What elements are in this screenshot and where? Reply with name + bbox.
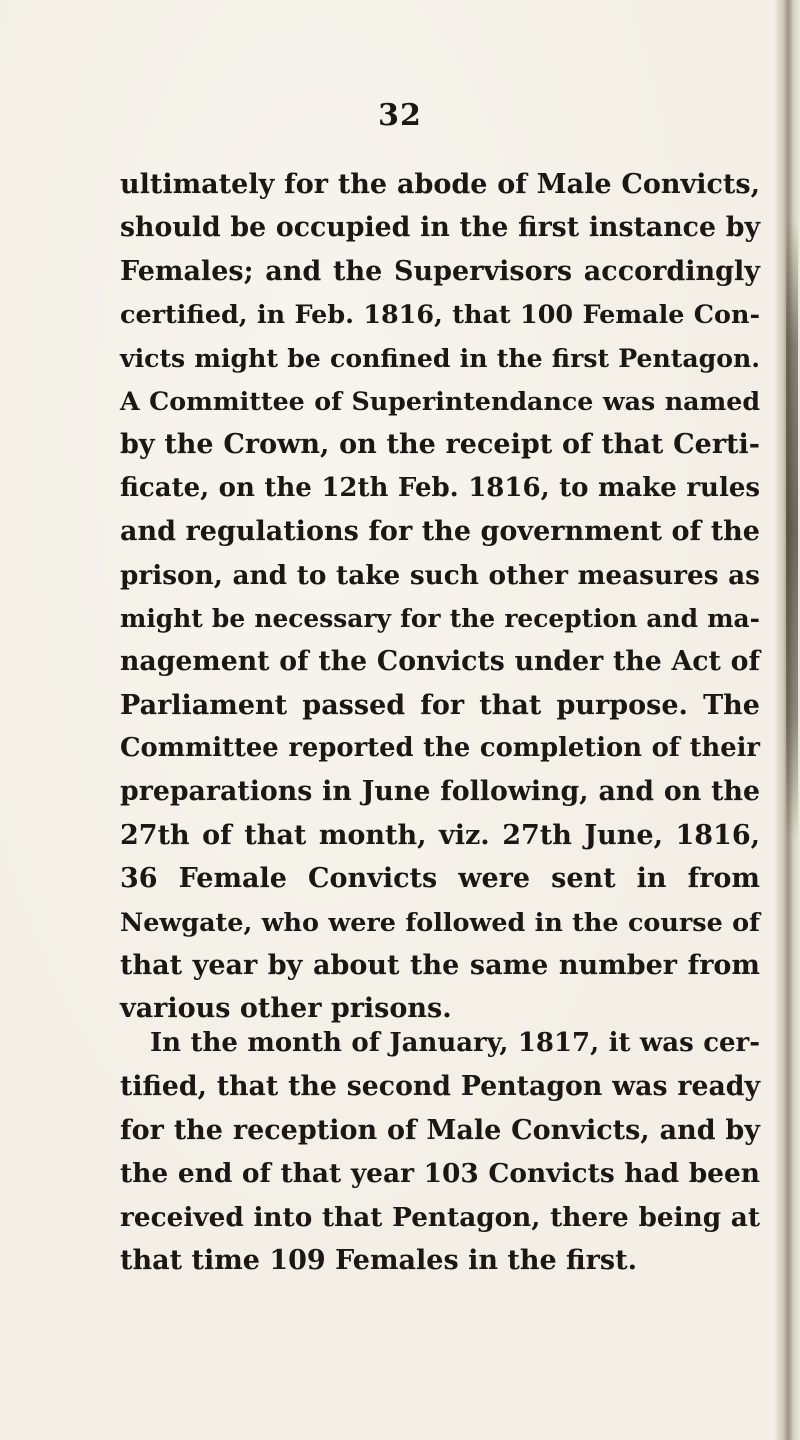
text-line: received into that Pentagon, there being at bbox=[120, 1201, 760, 1233]
text-line: ultimately for the abode of Male Convicts, bbox=[120, 169, 760, 200]
text-line: certified, in Feb. 1816, that 100 Female Con- bbox=[120, 299, 760, 330]
text-line: by the Crown, on the receipt of that Certi- bbox=[120, 429, 760, 461]
text-line: for the reception of Male Convicts, and by bbox=[120, 1114, 760, 1146]
text-line: ficate, on the 12th Feb. 1816, to make rules bbox=[120, 472, 760, 503]
page-number: 32 bbox=[378, 98, 422, 133]
binding-shadow bbox=[786, 220, 798, 840]
text-line: and regulations for the government of the bbox=[120, 516, 760, 548]
text-line: 36 Female Convicts were sent in from bbox=[120, 863, 760, 895]
paragraph-1 bbox=[120, 163, 760, 1031]
text-line: preparations in June following, and on the bbox=[120, 776, 760, 808]
text-line: that time 109 Females in the first. bbox=[120, 1244, 637, 1276]
text-line: Females; and the Supervisors accordingly bbox=[120, 255, 760, 287]
text-line: victs might be confined in the first Pentagon. bbox=[120, 342, 760, 373]
text-line: tified, that the second Pentagon was ready bbox=[120, 1071, 760, 1103]
text-line: prison, and to take such other measures as bbox=[120, 559, 760, 591]
paragraph-2 bbox=[120, 1022, 760, 1282]
text-line: A Committee of Superintendance was named bbox=[120, 385, 760, 416]
text-line: nagement of the Convicts under the Act of bbox=[120, 646, 760, 678]
text-line: 27th of that month, viz. 27th June, 1816, bbox=[120, 819, 760, 851]
text-line: should be occupied in the first instance by bbox=[120, 212, 760, 244]
text-line: Newgate, who were followed in the course of bbox=[120, 906, 760, 937]
text-line: the end of that year 103 Convicts had been bbox=[120, 1158, 760, 1190]
text-line: various other prisons. bbox=[120, 993, 452, 1025]
text-line: Committee reported the completion of their bbox=[120, 733, 760, 764]
text-line: In the month of January, 1817, it was cer- bbox=[150, 1028, 760, 1058]
text-line: might be necessary for the reception and ma- bbox=[120, 603, 760, 633]
text-line: Parliament passed for that purpose. The bbox=[120, 689, 760, 721]
text-line: that year by about the same number from bbox=[120, 950, 760, 982]
